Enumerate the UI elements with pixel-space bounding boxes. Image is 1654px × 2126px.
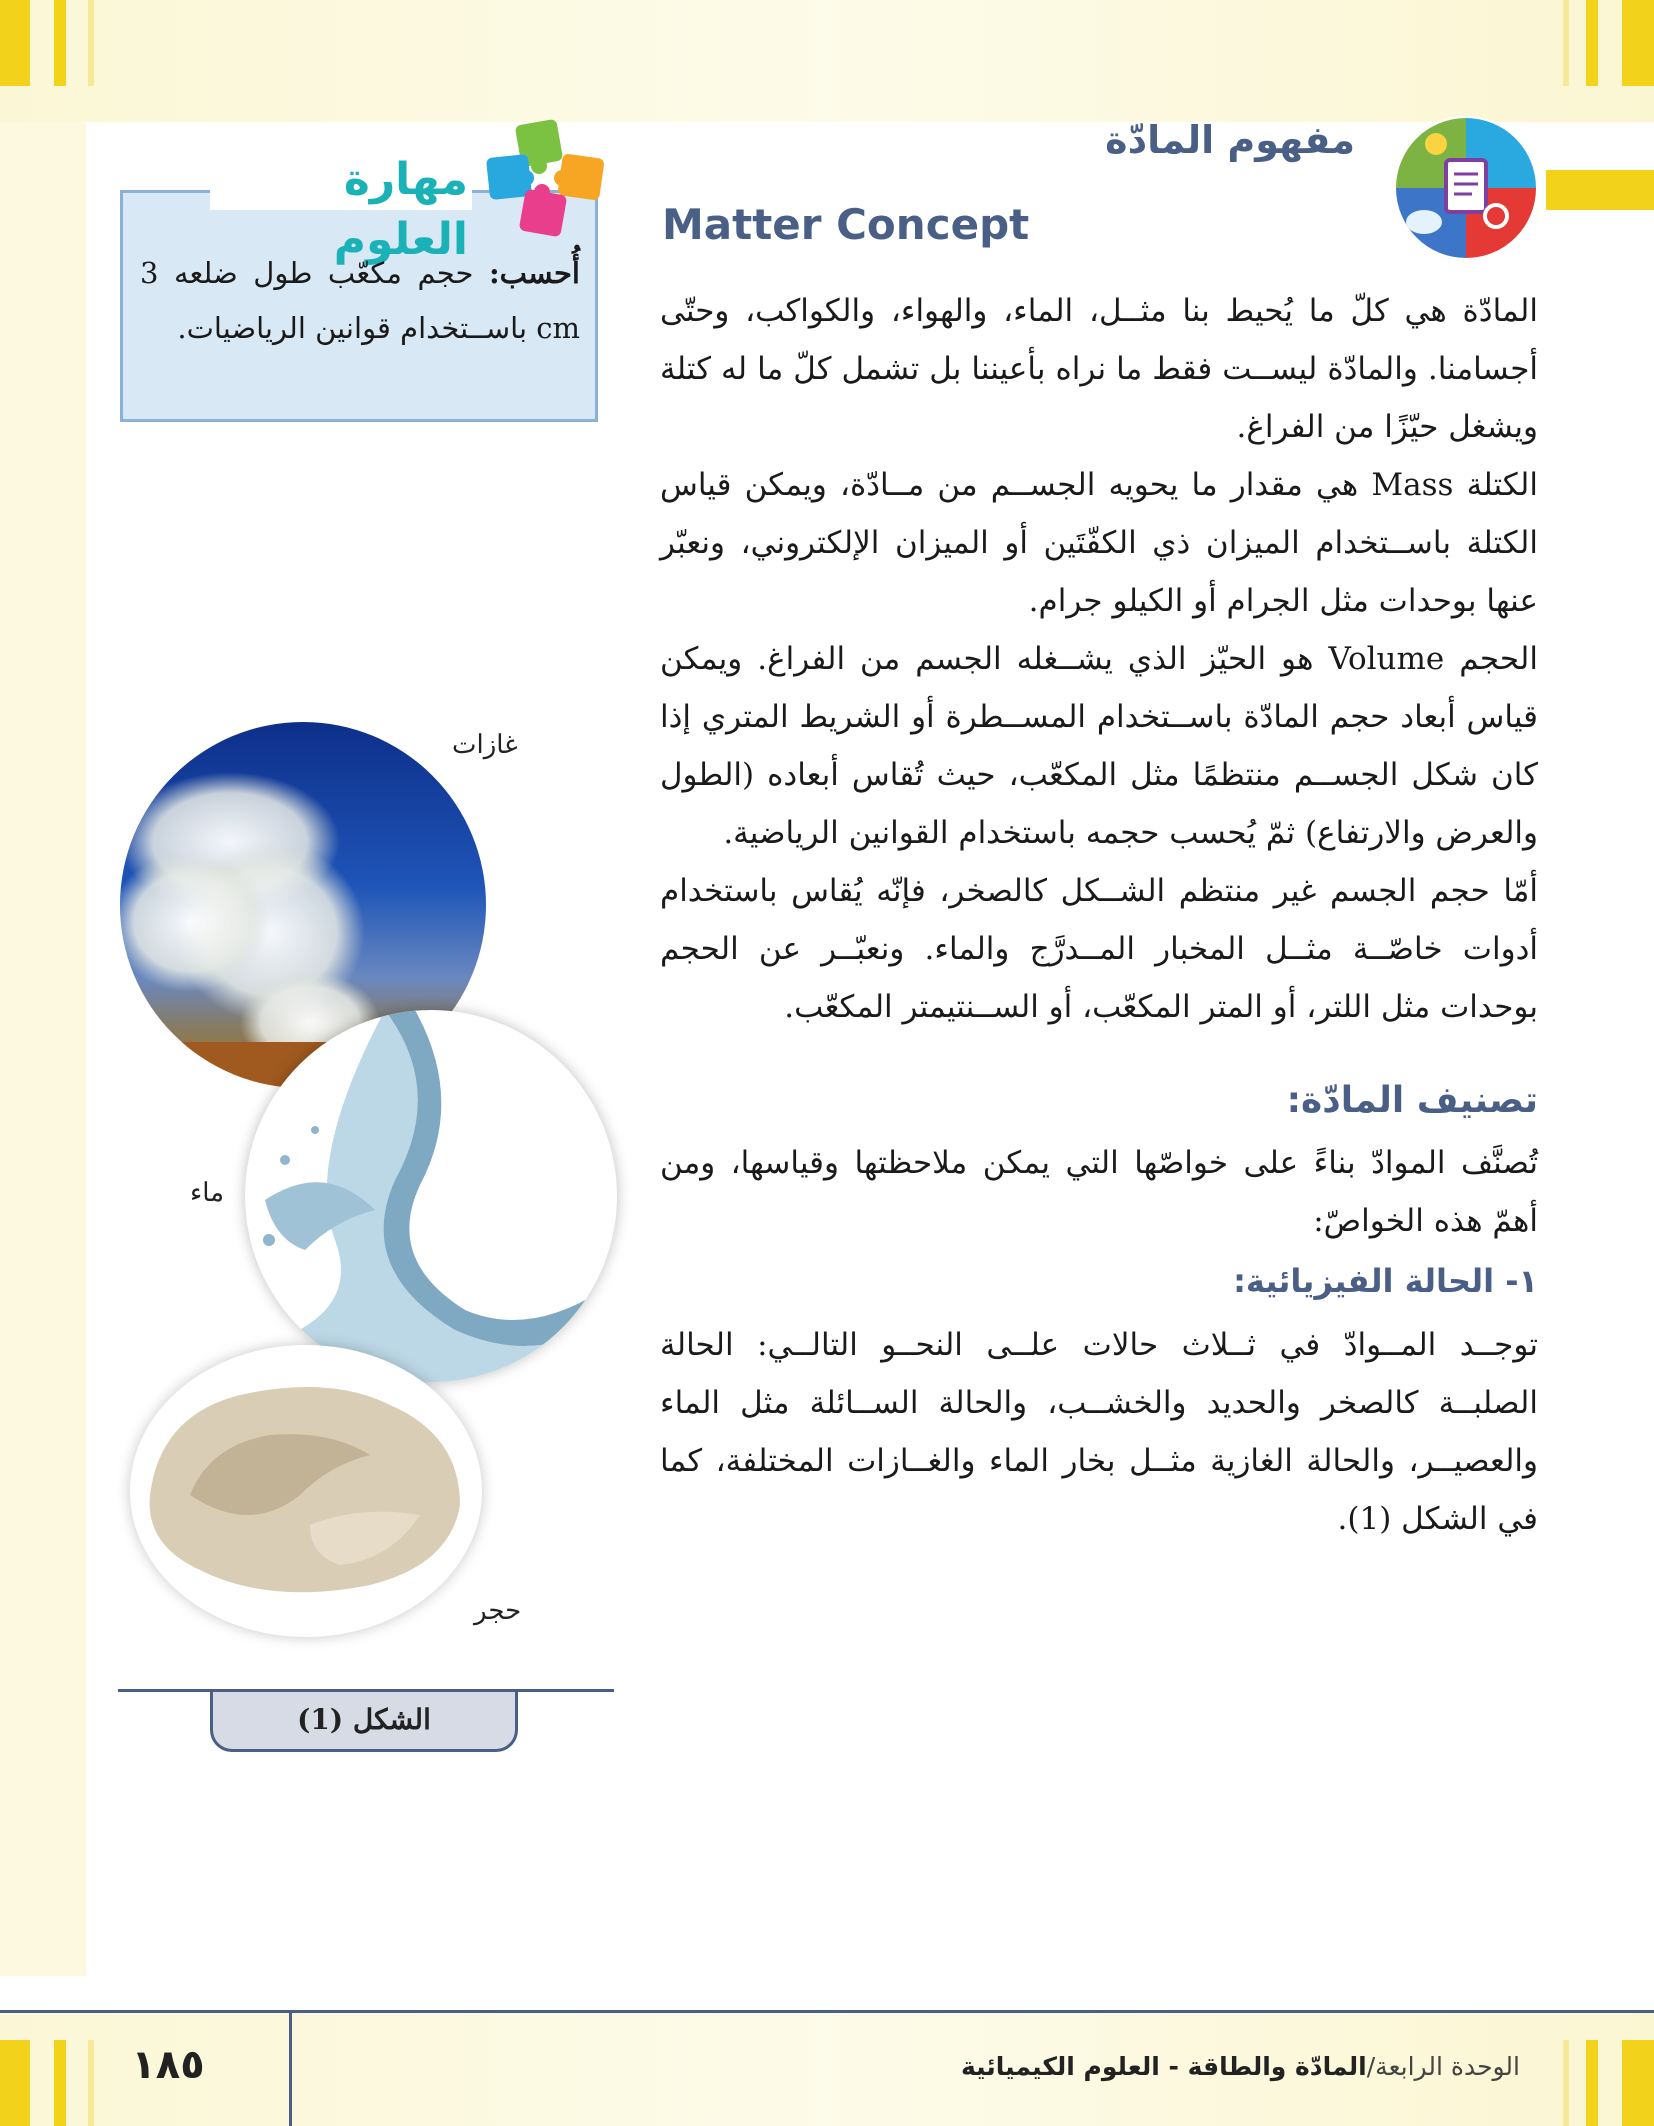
top-header-band — [0, 0, 1654, 122]
footer-unit-name: المادّة والطاقة — [1187, 2052, 1367, 2081]
water-image — [245, 1010, 617, 1382]
top-left-stripe — [0, 0, 30, 86]
top-right-stripe-light — [1563, 0, 1569, 86]
rock-image — [130, 1345, 482, 1637]
top-left-stripe-thin — [54, 0, 66, 86]
paragraph-volume: الحجم Volume هو الحيّز الذي يشــغله الجسم من الفراغ. ويمكن قياس أبعاد حجم المادّة باســتخدام المســطرة أو الشريط المتري إذا كان شكل الجســم منتظمًا مثل المكعّب، حيث تُقاس أبعاده (الطول والعرض والارتفاع) ثمّ يُحسب حجمه باستخدام القوانين الرياضية. — [660, 641, 1538, 851]
section-tab-marker — [1546, 170, 1654, 210]
bottom-left-stripe-thin — [54, 2040, 66, 2126]
paragraph-classification-intro: تُصنَّف الموادّ بناءً على خواصّها التي يمكن ملاحظتها وقياسها، ومن أهمّ هذه الخواصّ: — [660, 1145, 1538, 1239]
concept-icon — [1392, 114, 1540, 262]
top-right-stripe — [1622, 0, 1654, 86]
skill-lead: أُحسب: — [488, 256, 580, 290]
footer-divider — [289, 2010, 292, 2126]
bottom-left-stripe — [0, 2040, 30, 2126]
footer-unit-title — [860, 2052, 1520, 2081]
top-left-stripe-light — [88, 0, 94, 86]
page-number: ١٨٥ — [131, 2042, 205, 2088]
label-water: ماء — [190, 1178, 225, 1208]
page-title-arabic: مفهوم المادّة — [1105, 118, 1355, 162]
bottom-right-stripe — [1622, 2040, 1654, 2126]
footer-rule — [0, 2010, 1654, 2013]
paragraph-mass: الكتلة Mass هي مقدار ما يحويه الجســم من مــادّة، ويمكن قياس الكتلة باســتخدام الميزان ذي الكفّتَين أو الميزان الإلكتروني، ونعبّر عنها بوحدات مثل الجرام أو الكيلو جرام. — [660, 467, 1538, 619]
paragraph-matter-definition: المادّة هي كلّ ما يُحيط بنا مثــل، الماء، والهواء، والكواكب، وحتّى أجسامنا. والمادّة ليســت فقط ما نراه بأعيننا بل تشمل كلّ ما له كتلة ويشغل حيّزًا من الفراغ. — [660, 293, 1538, 445]
bottom-right-stripe-thin — [1586, 2040, 1598, 2126]
skill-question: حجم مكعّب طول ضلعه 3 cm باســتخدام قوانين الرياضيات. — [140, 256, 580, 345]
left-margin-band — [0, 122, 86, 1976]
heading-physical-state: ١- الحالة الفيزيائية: — [1233, 1262, 1538, 1300]
bottom-left-stripe-light — [88, 2040, 94, 2126]
figure-caption: الشكل (1) — [210, 1692, 518, 1752]
footer-unit-prefix: الوحدة الرابعة/ — [1366, 2052, 1520, 2081]
footer-subject: - العلوم الكيميائية — [961, 2052, 1188, 2081]
paragraph-irregular-volume: أمّا حجم الجسم غير منتظم الشــكل كالصخر، فإنّه يُقاس باستخدام أدوات خاصّــة مثــل المخبار المــدرَّج والماء. ونعبّــر عن الحجم بوحدات مثل اللتر، أو المتر المكعّب، أو الســنتيمتر المكعّب. — [660, 873, 1538, 1025]
science-skill-title: مهارة العلوم — [210, 150, 472, 210]
paragraph-physical-state: توجــد المــوادّ في ثــلاث حالات علــى النحــو التالــي: الحالة الصلبــة كالصخر والحديد والخشــب، والحالة الســائلة مثل الماء والعصيــر، والحالة الغازية مثــل بخار الماء والغــازات المختلفة، كما في الشكل (1). — [660, 1327, 1538, 1537]
top-right-stripe-thin — [1586, 0, 1598, 86]
puzzle-icon — [478, 116, 614, 242]
heading-classification: تصنيف المادّة: — [1286, 1080, 1538, 1121]
page-title-english: Matter Concept — [662, 200, 1030, 249]
label-rock: حجر — [474, 1596, 522, 1626]
science-skill-text — [140, 246, 580, 356]
bottom-right-stripe-light — [1563, 2040, 1569, 2126]
label-gases: غازات — [452, 730, 518, 760]
